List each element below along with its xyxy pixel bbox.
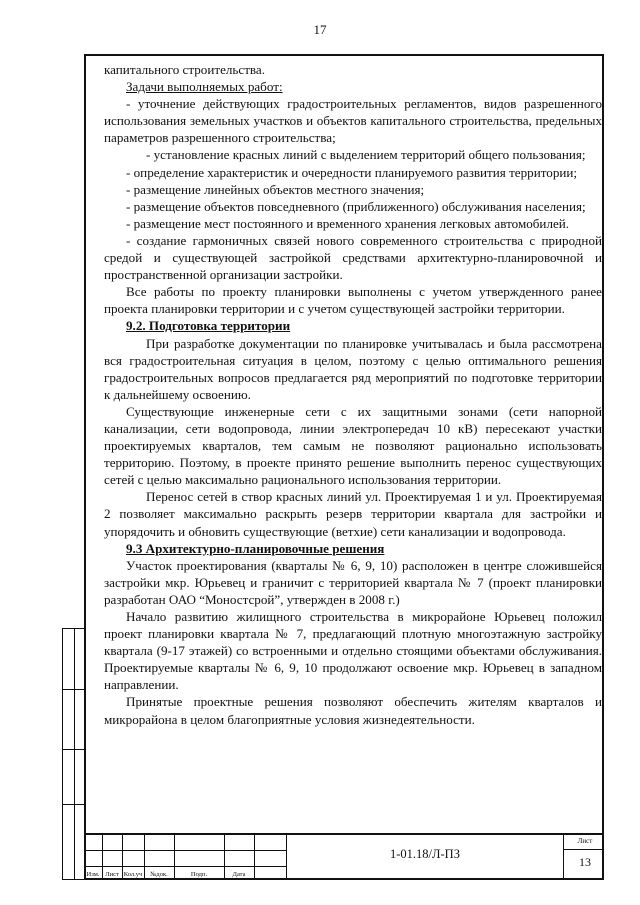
paragraph: - определение характеристик и очередности планируемого развития территории;: [126, 164, 578, 180]
side-stamp-row: [63, 689, 84, 690]
sheet-number: 13: [579, 855, 591, 869]
section-heading: 9.3 Архитектурно-планировочные решения: [126, 540, 385, 556]
paragraph: - установление красных линий с выделением территорий общего пользования;: [146, 147, 586, 163]
document-code: 1-01.18/Л-ПЗ: [390, 847, 460, 861]
side-stamp: [62, 628, 84, 880]
paragraph: При разработке документации по планировке учитывалась и была рассмотрена вся градостроительная ситуация в целом, поэтому с целью оптимального решения градостроительных вопросов предлагается ряд мероприятий по подготовке территории к дальнейшему освоению.: [104, 335, 602, 402]
stamp-label: Лист: [105, 871, 119, 878]
paragraph: Принятые проектные решения позволяют обеспечить жителям кварталов и микрорайона в целом благоприятные условия жизнедеятельности.: [104, 694, 602, 727]
side-stamp-row: [63, 749, 84, 750]
stamp-label: Подп.: [190, 871, 208, 878]
side-stamp-row: [63, 804, 84, 805]
stamp-label: Кол.уч: [123, 871, 143, 878]
title-block-row: [84, 850, 286, 851]
sheet-label: Лист: [577, 837, 593, 845]
sheet-divider: [563, 849, 603, 850]
title-block-row: [84, 866, 286, 867]
paragraph: Начало развитию жилищного строительства в микрорайоне Юрьевец положил проект планировки квартала № 7, предлагающий плотную многоэтажную застройку квартала (9-17 этажей) со встроенными и отдельно стоящими объектами обслуживания. Проектируемые кварталы № 6, 9, 10 продолжают освоение мкр. Юрьевец в западном направлении.: [104, 609, 602, 693]
section-heading: 9.2. Подготовка территории: [126, 318, 291, 334]
paragraph: Все работы по проекту планировки выполнены с учетом утвержденного ранее проекта планировки территории и с учетом существующей застройки территории.: [104, 284, 602, 317]
paragraph: - размещение мест постоянного и временного хранения легковых автомобилей.: [126, 215, 570, 231]
paragraph: Существующие инженерные сети с их защитными зонами (сети напорной канализации, сети водопровода, линии электропередач 10 кВ) пересекают участки проектируемых кварталов, тем самым не позволяют рационально использовать территорию. Поэтому, в проекте принято решение выполнить перенос существующих сетей с целью максимально рационального использования территории.: [104, 403, 602, 488]
paragraph: - уточнение действующих градостроительных регламентов, видов разрешенного использования земельных участков и объектов капитального строительства, предельных параметров разрешенного строительства;: [104, 96, 602, 146]
title-block-divider: [563, 835, 564, 880]
paragraph: Перенос сетей в створ красных линий ул. Проектируемая 1 и ул. Проектируемая 2 позволяет максимально раскрыть резерв территории квартала для застройки и упорядочить и обновить существующие (ветхие) сети канализации и водопровода.: [104, 489, 602, 539]
page-number: 17: [313, 22, 327, 37]
document-body: [104, 61, 602, 728]
paragraph: капитального строительства.: [104, 62, 266, 77]
paragraph: - размещение линейных объектов местного значения;: [126, 181, 425, 197]
paragraph: Участок проектирования (кварталы № 6, 9, 10) расположен в центре сложившейся застройки мкр. Юрьевец и граничит с территорией квартала № 7 (проект планировки разработан ОАО “Моностсрой”, утвержден в 2008 г.): [104, 557, 602, 607]
title-block-divider: [254, 835, 255, 880]
stamp-label: Дата: [232, 871, 246, 878]
stamp-label: Изм.: [86, 871, 100, 878]
title-block-divider: [286, 835, 287, 880]
paragraph: Задачи выполняемых работ:: [126, 79, 283, 95]
paragraph: - создание гармоничных связей нового современного строительства с природной средой и существующей застройкой средствами архитектурно-планировочной и пространственной организации застройки.: [104, 232, 602, 283]
stamp-label: №док.: [150, 871, 168, 878]
paragraph: - размещение объектов повседневного (приближенного) обслуживания населения;: [126, 198, 586, 214]
side-stamp-column: [63, 629, 75, 879]
